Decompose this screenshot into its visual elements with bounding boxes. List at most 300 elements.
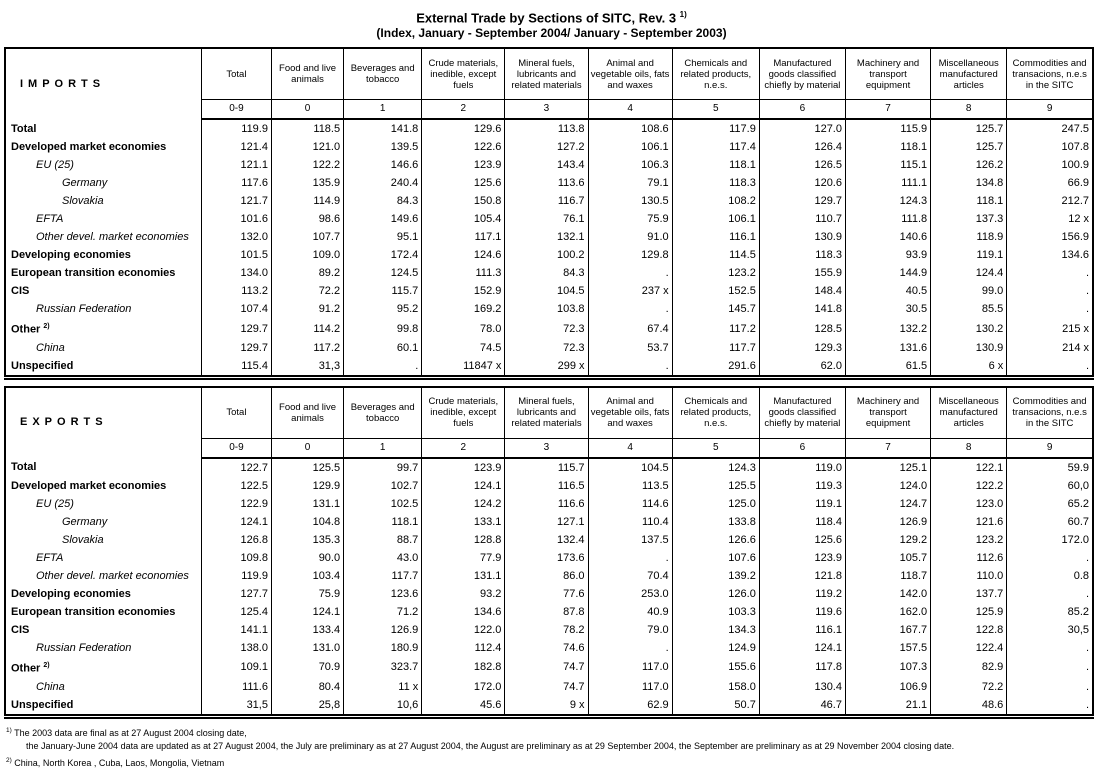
column-code-5: 5: [672, 438, 759, 458]
value-cell: 141.1: [201, 621, 271, 639]
value-cell: 99.7: [344, 458, 422, 477]
column-header-3: Mineral fuels, lubricants and related materials: [505, 48, 588, 100]
value-cell: 12 x: [1007, 210, 1093, 228]
value-cell: 299 x: [505, 357, 588, 378]
column-code-2: 2: [422, 438, 505, 458]
column-header-5: Chemicals and related products, n.e.s.: [672, 387, 759, 439]
value-cell: 156.9: [1007, 228, 1093, 246]
value-cell: 85.2: [1007, 603, 1093, 621]
value-cell: 125.6: [759, 531, 845, 549]
value-cell: 121.7: [201, 192, 271, 210]
value-cell: 108.6: [588, 119, 672, 138]
value-cell: 135.3: [271, 531, 343, 549]
value-cell: 89.2: [271, 264, 343, 282]
value-cell: 78.2: [505, 621, 588, 639]
value-cell: 131.0: [271, 639, 343, 657]
column-code-3: 3: [505, 438, 588, 458]
value-cell: 152.5: [672, 282, 759, 300]
value-cell: 95.1: [344, 228, 422, 246]
value-cell: 30.5: [845, 300, 930, 318]
value-cell: 108.2: [672, 192, 759, 210]
value-cell: 118.1: [931, 192, 1007, 210]
value-cell: 65.2: [1007, 495, 1093, 513]
value-cell: 119.1: [759, 495, 845, 513]
value-cell: 122.0: [422, 621, 505, 639]
column-header-4: Animal and vegetable oils, fats and waxes: [588, 48, 672, 100]
value-cell: .: [588, 264, 672, 282]
value-cell: 129.3: [759, 339, 845, 357]
column-header-9: Commodities and transacions, n.e.s in the SITC: [1007, 48, 1093, 100]
column-header-0: Food and live animals: [271, 387, 343, 439]
value-cell: 77.9: [422, 549, 505, 567]
value-cell: 122.9: [201, 495, 271, 513]
value-cell: 106.3: [588, 156, 672, 174]
value-cell: 114.2: [271, 318, 343, 339]
value-cell: .: [1007, 657, 1093, 678]
value-cell: 59.9: [1007, 458, 1093, 477]
value-cell: 182.8: [422, 657, 505, 678]
value-cell: 110.0: [931, 567, 1007, 585]
value-cell: 134.8: [931, 174, 1007, 192]
value-cell: 107.8: [1007, 138, 1093, 156]
value-cell: 76.1: [505, 210, 588, 228]
value-cell: 124.3: [672, 458, 759, 477]
table-row: [5, 174, 1093, 192]
value-cell: 139.5: [344, 138, 422, 156]
value-cell: 90.0: [271, 549, 343, 567]
row-label: Other devel. market economies: [5, 567, 201, 585]
value-cell: 82.9: [931, 657, 1007, 678]
value-cell: 167.7: [845, 621, 930, 639]
value-cell: 116.5: [505, 477, 588, 495]
table-row: [5, 138, 1093, 156]
column-code-1: 1: [344, 100, 422, 120]
value-cell: 70.4: [588, 567, 672, 585]
value-cell: 253.0: [588, 585, 672, 603]
value-cell: .: [1007, 696, 1093, 717]
value-cell: 104.5: [505, 282, 588, 300]
column-code-4: 4: [588, 438, 672, 458]
value-cell: 122.2: [271, 156, 343, 174]
footnote-2: [6, 754, 1099, 770]
value-cell: 84.3: [344, 192, 422, 210]
value-cell: 111.3: [422, 264, 505, 282]
value-cell: 118.5: [271, 119, 343, 138]
value-cell: 127.7: [201, 585, 271, 603]
value-cell: 116.1: [672, 228, 759, 246]
column-header-2: Crude materials, inedible, except fuels: [422, 48, 505, 100]
value-cell: 124.1: [201, 513, 271, 531]
value-cell: 91.0: [588, 228, 672, 246]
value-cell: 130.2: [931, 318, 1007, 339]
value-cell: 126.0: [672, 585, 759, 603]
column-code-5: 5: [672, 100, 759, 120]
value-cell: 124.3: [845, 192, 930, 210]
value-cell: 117.4: [672, 138, 759, 156]
value-cell: 67.4: [588, 318, 672, 339]
row-label: Other devel. market economies: [5, 228, 201, 246]
value-cell: 122.6: [422, 138, 505, 156]
column-code-4: 4: [588, 100, 672, 120]
row-footnote-marker: 2): [43, 661, 50, 669]
value-cell: 109.1: [201, 657, 271, 678]
value-cell: 123.2: [931, 531, 1007, 549]
table-row: [5, 696, 1093, 717]
value-cell: 118.1: [845, 138, 930, 156]
value-cell: 139.2: [672, 567, 759, 585]
value-cell: 107.4: [201, 300, 271, 318]
row-label: CIS: [5, 282, 201, 300]
value-cell: 149.6: [344, 210, 422, 228]
value-cell: 117.7: [344, 567, 422, 585]
value-cell: 30,5: [1007, 621, 1093, 639]
column-header-3: Mineral fuels, lubricants and related materials: [505, 387, 588, 439]
value-cell: 125.7: [931, 138, 1007, 156]
value-cell: 134.6: [1007, 246, 1093, 264]
value-cell: 291.6: [672, 357, 759, 378]
row-label: Total: [5, 119, 201, 138]
row-label: Germany: [5, 174, 201, 192]
value-cell: 125.7: [931, 119, 1007, 138]
value-cell: 125.5: [672, 477, 759, 495]
value-cell: 240.4: [344, 174, 422, 192]
value-cell: 127.2: [505, 138, 588, 156]
value-cell: 79.0: [588, 621, 672, 639]
value-cell: 137.5: [588, 531, 672, 549]
value-cell: 129.2: [845, 531, 930, 549]
footnote-2-text: China, North Korea , Cuba, Laos, Mongolia, Vietnam: [14, 757, 225, 768]
value-cell: 72.2: [931, 678, 1007, 696]
row-label: Developing economies: [5, 246, 201, 264]
table-row: [5, 477, 1093, 495]
value-cell: 126.5: [759, 156, 845, 174]
value-cell: 130.9: [759, 228, 845, 246]
value-cell: 70.9: [271, 657, 343, 678]
value-cell: 62.9: [588, 696, 672, 717]
value-cell: 247.5: [1007, 119, 1093, 138]
value-cell: 124.1: [422, 477, 505, 495]
table-row: [5, 192, 1093, 210]
value-cell: 119.1: [931, 246, 1007, 264]
value-cell: 122.1: [931, 458, 1007, 477]
value-cell: 46.7: [759, 696, 845, 717]
value-cell: 40.9: [588, 603, 672, 621]
value-cell: .: [1007, 585, 1093, 603]
value-cell: 172.0: [1007, 531, 1093, 549]
value-cell: 85.5: [931, 300, 1007, 318]
table-row: [5, 603, 1093, 621]
value-cell: 131.6: [845, 339, 930, 357]
value-cell: 125.0: [672, 495, 759, 513]
value-cell: 104.5: [588, 458, 672, 477]
table-row: [5, 513, 1093, 531]
value-cell: 122.8: [931, 621, 1007, 639]
value-cell: 43.0: [344, 549, 422, 567]
value-cell: 141.8: [759, 300, 845, 318]
value-cell: 132.2: [845, 318, 930, 339]
row-label: EU (25): [5, 495, 201, 513]
value-cell: 105.7: [845, 549, 930, 567]
value-cell: 129.9: [271, 477, 343, 495]
value-cell: 117.2: [271, 339, 343, 357]
value-cell: 134.3: [672, 621, 759, 639]
value-cell: 112.6: [931, 549, 1007, 567]
value-cell: 111.1: [845, 174, 930, 192]
value-cell: 118.1: [344, 513, 422, 531]
value-cell: 103.4: [271, 567, 343, 585]
value-cell: 113.8: [505, 119, 588, 138]
value-cell: 119.3: [759, 477, 845, 495]
value-cell: 152.9: [422, 282, 505, 300]
value-cell: 132.4: [505, 531, 588, 549]
footnote-1-line-2: the January-June 2004 data are updated as at 27 August 2004, the July are preliminary as at 27 August 2004, the August are preliminary as at 29 September 2004, the September are preliminary as at 29 November 2004 closing date.: [26, 741, 955, 752]
value-cell: 117.8: [759, 657, 845, 678]
value-cell: .: [588, 300, 672, 318]
row-label: Germany: [5, 513, 201, 531]
value-cell: 145.7: [672, 300, 759, 318]
row-label: Russian Federation: [5, 639, 201, 657]
value-cell: 118.9: [931, 228, 1007, 246]
page-subtitle: (Index, January - September 2004/ January - September 2003): [376, 26, 727, 41]
value-cell: 25,8: [271, 696, 343, 717]
value-cell: 121.8: [759, 567, 845, 585]
column-code-0-9: 0-9: [201, 438, 271, 458]
value-cell: 124.6: [422, 246, 505, 264]
row-label: European transition economies: [5, 603, 201, 621]
value-cell: 122.4: [931, 639, 1007, 657]
value-cell: 148.4: [759, 282, 845, 300]
value-cell: 140.6: [845, 228, 930, 246]
value-cell: 104.8: [271, 513, 343, 531]
value-cell: 116.6: [505, 495, 588, 513]
table-row: [5, 567, 1093, 585]
value-cell: 130.5: [588, 192, 672, 210]
value-cell: 121.1: [201, 156, 271, 174]
value-cell: 237 x: [588, 282, 672, 300]
table-row: [5, 657, 1093, 678]
page-title-text: External Trade by Sections of SITC, Rev. 3: [416, 10, 677, 26]
value-cell: 123.9: [759, 549, 845, 567]
value-cell: 123.9: [422, 458, 505, 477]
row-label: Developing economies: [5, 585, 201, 603]
column-header-1: Beverages and tobacco: [344, 48, 422, 100]
column-code-7: 7: [845, 438, 930, 458]
column-header-8: Miscellaneous manufactured articles: [931, 387, 1007, 439]
value-cell: 128.5: [759, 318, 845, 339]
value-cell: 125.6: [422, 174, 505, 192]
value-cell: .: [588, 357, 672, 378]
value-cell: 132.0: [201, 228, 271, 246]
value-cell: 116.1: [759, 621, 845, 639]
value-cell: 122.5: [201, 477, 271, 495]
value-cell: 77.6: [505, 585, 588, 603]
value-cell: 129.7: [759, 192, 845, 210]
value-cell: 133.8: [672, 513, 759, 531]
value-cell: 173.6: [505, 549, 588, 567]
value-cell: 93.9: [845, 246, 930, 264]
title-block: [4, 7, 1099, 41]
value-cell: 117.0: [588, 678, 672, 696]
value-cell: 124.1: [271, 603, 343, 621]
value-cell: 125.9: [931, 603, 1007, 621]
value-cell: 124.1: [759, 639, 845, 657]
table-row: [5, 458, 1093, 477]
table-row: [5, 678, 1093, 696]
value-cell: 72.3: [505, 318, 588, 339]
value-cell: 74.5: [422, 339, 505, 357]
row-label: Developed market economies: [5, 138, 201, 156]
table-row: [5, 119, 1093, 138]
value-cell: .: [1007, 549, 1093, 567]
table-row: [5, 264, 1093, 282]
value-cell: 31,5: [201, 696, 271, 717]
value-cell: 117.2: [672, 318, 759, 339]
value-cell: 109.0: [271, 246, 343, 264]
value-cell: 103.8: [505, 300, 588, 318]
value-cell: 11 x: [344, 678, 422, 696]
value-cell: .: [1007, 264, 1093, 282]
value-cell: 118.3: [672, 174, 759, 192]
value-cell: 162.0: [845, 603, 930, 621]
value-cell: 117.6: [201, 174, 271, 192]
value-cell: 101.5: [201, 246, 271, 264]
value-cell: 115.1: [845, 156, 930, 174]
row-label: European transition economies: [5, 264, 201, 282]
row-label: EU (25): [5, 156, 201, 174]
value-cell: 31,3: [271, 357, 343, 378]
column-header-5: Chemicals and related products, n.e.s.: [672, 48, 759, 100]
value-cell: 72.3: [505, 339, 588, 357]
footnote-2-marker: 2): [6, 756, 12, 764]
row-label: China: [5, 678, 201, 696]
value-cell: 158.0: [672, 678, 759, 696]
value-cell: 50.7: [672, 696, 759, 717]
table-row: [5, 246, 1093, 264]
value-cell: 214 x: [1007, 339, 1093, 357]
value-cell: 84.3: [505, 264, 588, 282]
column-code-7: 7: [845, 100, 930, 120]
value-cell: 88.7: [344, 531, 422, 549]
value-cell: 114.5: [672, 246, 759, 264]
value-cell: 122.7: [201, 458, 271, 477]
table-row: [5, 210, 1093, 228]
value-cell: 9 x: [505, 696, 588, 717]
value-cell: 126.9: [344, 621, 422, 639]
row-label: Slovakia: [5, 531, 201, 549]
column-code-6: 6: [759, 100, 845, 120]
value-cell: 111.6: [201, 678, 271, 696]
column-header-6: Manufactured goods classified chiefly by material: [759, 387, 845, 439]
value-cell: 141.8: [344, 119, 422, 138]
value-cell: 119.0: [759, 458, 845, 477]
value-cell: 172.4: [344, 246, 422, 264]
column-header-0-9: Total: [201, 48, 271, 100]
column-code-3: 3: [505, 100, 588, 120]
value-cell: 72.2: [271, 282, 343, 300]
value-cell: 114.9: [271, 192, 343, 210]
value-cell: 113.5: [588, 477, 672, 495]
value-cell: 155.9: [759, 264, 845, 282]
value-cell: 110.4: [588, 513, 672, 531]
value-cell: 118.1: [672, 156, 759, 174]
value-cell: 106.1: [588, 138, 672, 156]
column-code-8: 8: [931, 438, 1007, 458]
value-cell: 87.8: [505, 603, 588, 621]
table-row: [5, 339, 1093, 357]
column-code-6: 6: [759, 438, 845, 458]
value-cell: 144.9: [845, 264, 930, 282]
value-cell: 125.5: [271, 458, 343, 477]
column-header-6: Manufactured goods classified chiefly by material: [759, 48, 845, 100]
value-cell: 123.9: [422, 156, 505, 174]
value-cell: 124.0: [845, 477, 930, 495]
title-footnote-marker: 1): [679, 10, 687, 19]
row-label: Russian Federation: [5, 300, 201, 318]
value-cell: 132.1: [505, 228, 588, 246]
value-cell: 62.0: [759, 357, 845, 378]
value-cell: 133.1: [422, 513, 505, 531]
column-header-7: Machinery and transport equipment: [845, 48, 930, 100]
value-cell: 215 x: [1007, 318, 1093, 339]
row-label: EFTA: [5, 549, 201, 567]
value-cell: 129.6: [422, 119, 505, 138]
value-cell: 129.7: [201, 339, 271, 357]
value-cell: 118.4: [759, 513, 845, 531]
value-cell: 137.3: [931, 210, 1007, 228]
value-cell: 134.0: [201, 264, 271, 282]
value-cell: 121.0: [271, 138, 343, 156]
value-cell: 115.7: [344, 282, 422, 300]
value-cell: 127.0: [759, 119, 845, 138]
value-cell: 105.4: [422, 210, 505, 228]
row-label: Other $^{2)}$: [5, 318, 201, 339]
value-cell: 180.9: [344, 639, 422, 657]
value-cell: .: [588, 639, 672, 657]
row-label: CIS: [5, 621, 201, 639]
value-cell: 124.9: [672, 639, 759, 657]
value-cell: 115.9: [845, 119, 930, 138]
value-cell: 114.6: [588, 495, 672, 513]
column-code-0-9: 0-9: [201, 100, 271, 120]
value-cell: 113.2: [201, 282, 271, 300]
value-cell: 74.7: [505, 678, 588, 696]
value-cell: .: [1007, 639, 1093, 657]
table-row: [5, 585, 1093, 603]
table-row: [5, 156, 1093, 174]
value-cell: 129.7: [201, 318, 271, 339]
value-cell: 172.0: [422, 678, 505, 696]
row-label: Unspecified: [5, 696, 201, 717]
value-cell: 102.5: [344, 495, 422, 513]
column-code-8: 8: [931, 100, 1007, 120]
value-cell: 106.9: [845, 678, 930, 696]
value-cell: 128.8: [422, 531, 505, 549]
value-cell: 119.6: [759, 603, 845, 621]
column-header-9: Commodities and transacions, n.e.s in the SITC: [1007, 387, 1093, 439]
column-header-1: Beverages and tobacco: [344, 387, 422, 439]
value-cell: 98.6: [271, 210, 343, 228]
imports-table: [4, 47, 1094, 380]
column-header-8: Miscellaneous manufactured articles: [931, 48, 1007, 100]
value-cell: 107.3: [845, 657, 930, 678]
table-row: [5, 300, 1093, 318]
value-cell: 110.7: [759, 210, 845, 228]
value-cell: 99.8: [344, 318, 422, 339]
value-cell: 122.2: [931, 477, 1007, 495]
value-cell: 212.7: [1007, 192, 1093, 210]
value-cell: 131.1: [271, 495, 343, 513]
value-cell: 100.9: [1007, 156, 1093, 174]
